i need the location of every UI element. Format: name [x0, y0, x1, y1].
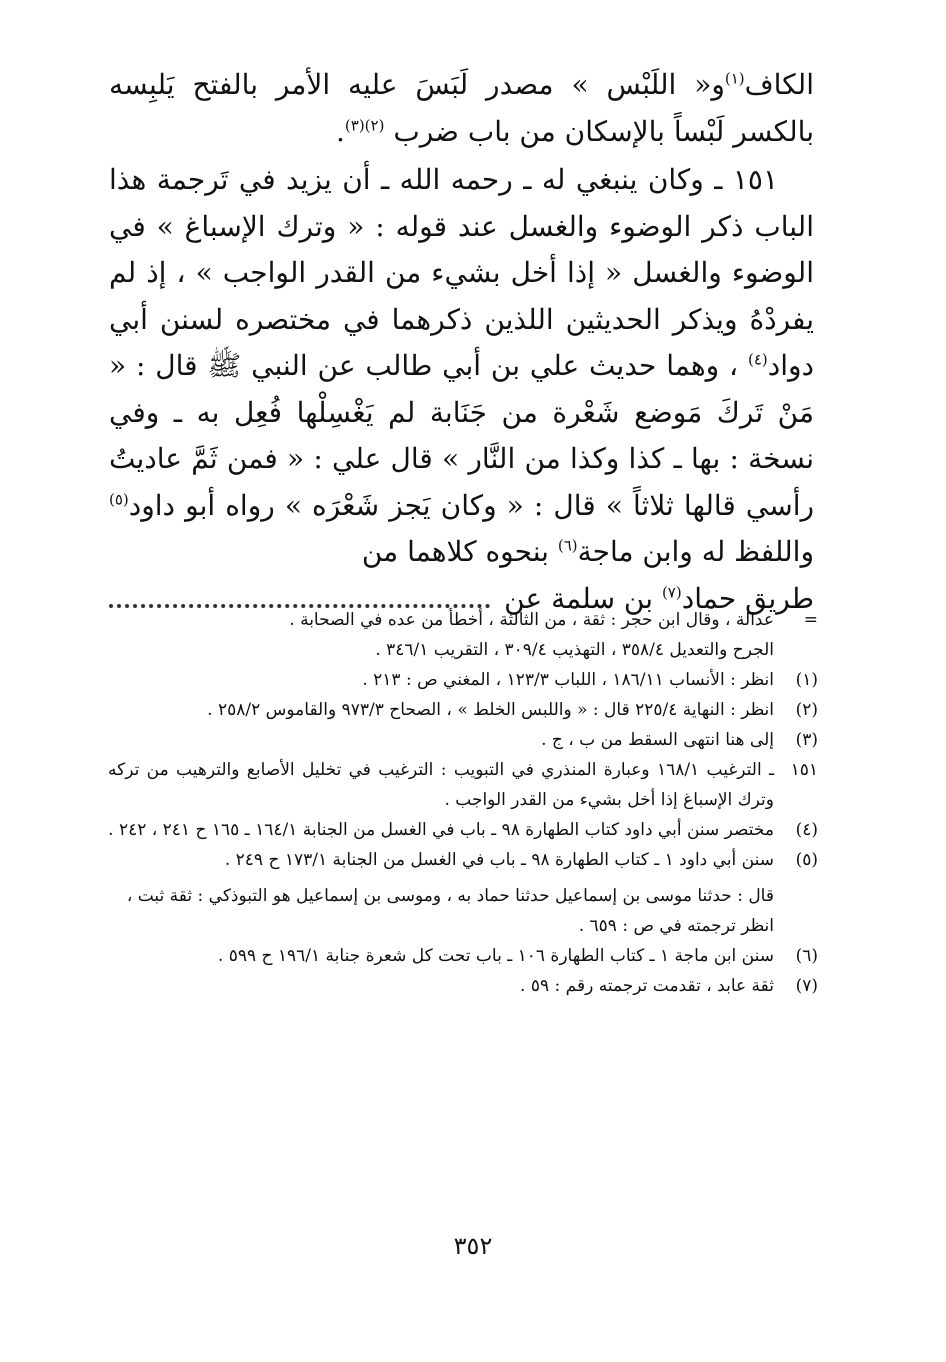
footnote-continuation: [108, 605, 818, 635]
footnote-item: [108, 665, 818, 695]
paragraph-1: [109, 62, 814, 155]
footnote-text: انظر : النهاية ٢٢٥/٤ قال : « واللبس الخلط » ، الصحاح ٩٧٣/٣ والقاموس ٢٥٨/٢ .: [207, 700, 774, 720]
footnote-item: [108, 695, 818, 725]
footnote-ref-2-3[interactable]: (٢)(٣): [344, 116, 385, 135]
footnote-ref-4[interactable]: (٤): [747, 350, 768, 369]
text-span: واللفظ له وابن ماجة: [577, 535, 814, 568]
footnote-item: [108, 845, 818, 875]
continuation-marker: =: [803, 610, 818, 630]
text-span: ١٥١ ـ وكان ينبغي له ـ رحمه الله ـ أن يزيد في تَرجمة هذا الباب ذكر الوضوء والغسل عند قوله : « وترك الإسباغ » في الوضوء والغسل « إذا أخل بشيء من القدر الواجب » ، إذ لم يفردْهُ ويذكر الحديثين اللذين ذكرهما في مختصره لسنن أبي دواد: [109, 163, 815, 382]
footnote-item: [108, 815, 818, 845]
text-span: بن سلمة عن: [504, 581, 654, 615]
text-span: ، وهما حديث علي بن أبي طالب عن النبي ﷺ قال : « مَنْ تَركَ مَوضع شَعْرة من جَنَابة لم يَغْسِلْها فُعِل به ـ وفي نسخة : بها ـ كذا وكذا من النَّار » قال علي : « فمن ثَمَّ عاديتُ رأسي قالها ثلاثاً » قال : « وكان يَجز شَعْرَه » رواه أبو داود: [109, 349, 814, 522]
footnote-item: [108, 971, 818, 1001]
footnote-item: [108, 941, 818, 971]
main-text: [109, 62, 814, 622]
text-span: الكاف: [744, 68, 814, 101]
footnote-ref-1[interactable]: (١): [724, 69, 745, 88]
text-span: طريق حماد: [681, 581, 814, 615]
paragraph-151: [109, 157, 814, 576]
footnote-ref-6[interactable]: (٦): [557, 536, 578, 555]
text-span: بنحوه كلاهما من: [361, 535, 549, 568]
footnote-number: (١): [795, 670, 818, 690]
footnote-text: ـ الترغيب ١٦٨/١ وعبارة المنذري في التبويب : الترغيب في تخليل الأصابع والترهيب من تركه وترك الإسباغ إذا أخل بشيء من القدر الواجب .: [108, 760, 774, 810]
footnote-text: انظر : الأنساب ١٨٦/١١ ، اللباب ١٢٣/٣ ، المغني ص : ٢١٣ .: [362, 670, 774, 690]
footnote-text: ثقة عابد ، تقدمت ترجمته رقم : ٥٩ .: [520, 976, 774, 996]
footnote-ref-7[interactable]: (٧): [661, 583, 682, 602]
footnote-item: [108, 725, 818, 755]
footnote-text: سنن ابن ماجة ١ ـ كتاب الطهارة ١٠٦ ـ باب تحت كل شعرة جنابة ١٩٦/١ ح ٥٩٩ .: [217, 946, 774, 966]
text-span: .: [335, 114, 345, 148]
footnote-number: (٧): [795, 976, 818, 996]
footnote-item: [108, 755, 818, 815]
footnote-text: عدالة ، وقال ابن حجر : ثقة ، من الثالثة ، أخطأ من عده في الصحابة .: [289, 610, 774, 630]
page-number: ٣٥٢: [453, 1232, 493, 1260]
footnote-number: (٤): [795, 820, 818, 840]
footnote-text: قال : حدثنا موسى بن إسماعيل حدثنا حماد به ، وموسى بن إسماعيل هو التبوذكي : ثقة ثبت ، انظر ترجمته في ص : ٦٥٩ .: [126, 886, 774, 936]
footnote-number: (٢): [795, 700, 818, 720]
footnote-text: إلى هنا انتهى السقط من ب ، ج .: [541, 730, 774, 750]
footnote-text: سنن أبي داود ١ ـ كتاب الطهارة ٩٨ ـ باب في الغسل من الجنابة ١٧٣/١ ح ٢٤٩ .: [224, 850, 774, 870]
footnote-ref-5[interactable]: (٥): [109, 490, 129, 509]
footnote-text: الجرح والتعديل ٣٥٨/٤ ، التهذيب ٣٠٩/٤ ، التقريب ٣٤٦/١ .: [375, 640, 774, 660]
text-span: و« اللَبْس » مصدر لَبَسَ عليه الأمر بالفتح يَلبِسه بالكسر لَبْساً بالإسكان من باب ضرب: [109, 68, 814, 148]
footnote-number: (٦): [795, 946, 818, 966]
footnote-text: مختصر سنن أبي داود كتاب الطهارة ٩٨ ـ باب في الغسل من الجنابة ١٦٤/١ ـ ١٦٥ ح ٢٤١ ، ٢٤٢ .: [108, 820, 774, 840]
footnotes: [108, 605, 818, 1001]
footnote-number: (٣): [795, 730, 818, 750]
footnote-number: ١٥١: [790, 760, 818, 780]
footnote-number: (٥): [795, 850, 818, 870]
